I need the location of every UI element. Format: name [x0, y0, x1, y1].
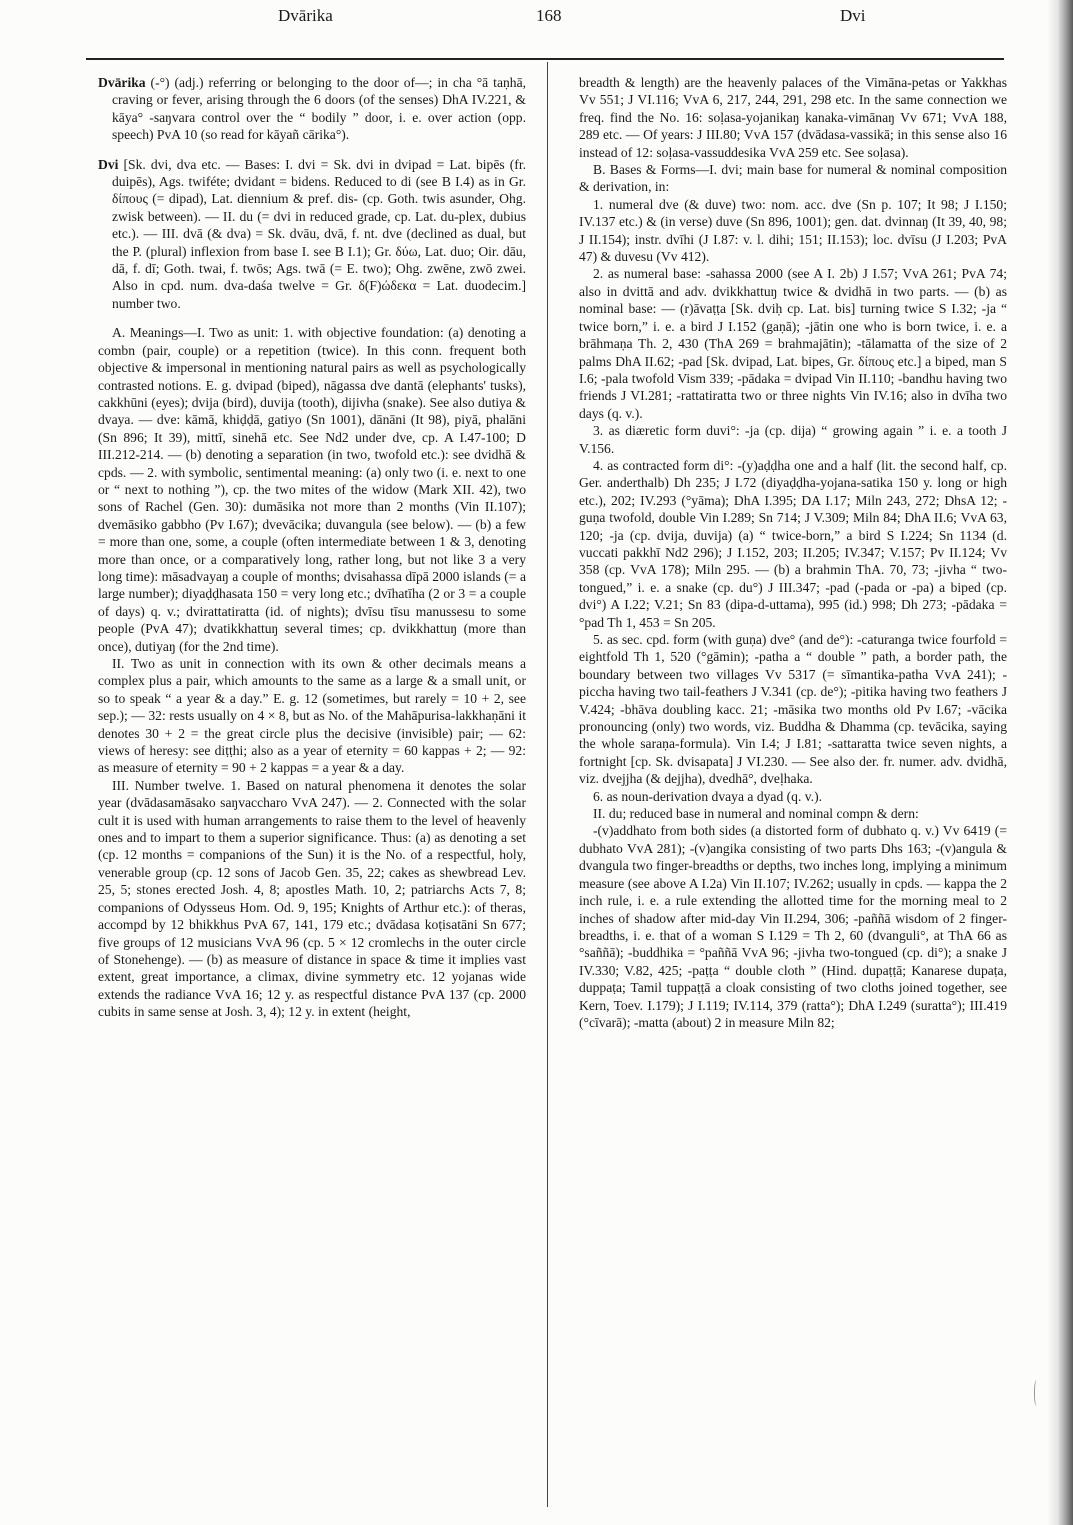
dictionary-entry-dvarika	[98, 74, 526, 144]
paragraph-continuation: breadth & length) are the heavenly palaces of the Vimāna-petas or Yakkhas Vv 551; J VI.116; VvA 6, 217, 244, 291, 298 etc. In the same connection we freq. find the No. 16: soḷasa-yojanikaŋ kanaka-vimānaŋ Vv 671; VvA 188, 289 etc. — Of years: J III.80; VvA 157 (dvādasa-vassikā; in this sense also 16 instead of 12: soḷasa-vassuddesika VvA 259 etc. See soḷasa).	[579, 75, 1007, 160]
entry-text: [Sk. dvi, dva etc. — Bases: I. dvi = Sk. dvi in dvipad = Lat. bipēs (fr. duipēs), Ags. twiféte; dvidant = bidens. Reduced to di (see B I.4) as in Gr. δίπους (= dipad), Lat. diennium & pref. dis- (cp. Goth. twis asunder, Ohg. zwisk between). — II. du (= dvi in reduced grade, cp. Lat. du-plex, dubius etc.). — III. dvā (& dva) = Sk. dvāu, dvā, f. nt. dve (declined as dual, but the P. (plural) inflexion from base I. see B I.1); Gr. δύω, Lat. duo; Oir. dāu, dā, f. dī; Goth. twai, f. twōs; Ags. twā (= E. two); Ohg. zwēne, zwō zwei. Also in cpd. num. dva-daśa twelve = Gr. δ(F)ώδεκα = Lat. duodecim.] number two.	[112, 156, 526, 311]
headword: Dvi	[98, 156, 119, 172]
paragraph-sec-cpd-form: 5. as sec. cpd. form (with guṇa) dve° (and de°): -caturanga twice fourfold = eightfold Th 1, 520 (°gāmin); -patha a “ double ” path, a border path, the boundary between two villages Vv 5317 (= sīmantika-patha VvA 241); -piccha having two tail-feathers J V.341 (cp. de°); -pitika having two feathers J V.424; -bhāva doubling kacc. 21; -māsika two months old Pv I.67; -vācika pronouncing (only) two words, viz. Buddha & Dhamma (cp. tevācika, saying the whole saraṇa-formula). Vin I.4; J I.81; -sattaratta twice seven nights, a fortnight [cp. Sk. dvisapata] J VI.230. — See also der. fr. numer. adv. dvidhā, viz. dvejjha (& dejjha), dvedhā°, dveḷhaka.	[579, 632, 1007, 787]
paragraph-du-compounds: -(v)addhato from both sides (a distorted form of dubhato q. v.) Vv 6419 (= dubhato VvA 281); -(v)angika consisting of two parts Dhs 163; -(v)angula & dvangula two finger-breadths or depths, two inches long, implying a minimum measure (see above A I.2a) Vin II.107; IV.262; usually in cpds. — kappa the 2 inch rule, i. e. a rule extending the allotted time for the morning meal to 2 inches of shadow after mid-day Vin II.294, 306; -paññā wisdom of 2 finger-breadths, i. e. that of a woman S I.129 = Th 2, 60 (dvanguli°, at ThA 66 as °saññā); -buddhika = °paññā VvA 96; -jivha two-tongued (cp. di°); a snake J IV.330; V.82, 425; -paṭṭa “ double cloth ” (Hind. dupaṭṭā; Kanarese dupaṭa, duppaṭa; Tamil tuppaṭṭā a cloak consisting of two cloths joined together, see Kern, Toev. I.179); J I.119; IV.114, 379 (ratta°); DhA I.249 (suratta°); III.419 (°cīvarā); -matta (about) 2 in measure Miln 82;	[579, 823, 1007, 1030]
left-guide-word: Dvārika	[278, 6, 333, 25]
paragraph-diaeretic-form: 3. as diæretic form duvi°: -ja (cp. dija) “ growing again ” i. e. a tooth J V.156.	[579, 423, 1007, 456]
right-guide-word: Dvi	[840, 6, 866, 25]
right-column	[579, 74, 1007, 1031]
paragraph-reduced-base-du: II. du; reduced base in numeral and nominal compn & dern:	[593, 806, 919, 822]
paragraph-bases-forms: B. Bases & Forms—I. dvi; main base for numeral & nominal composition & derivation, in:	[579, 162, 1007, 195]
column-divider	[547, 62, 548, 1507]
entry-text: (-°) (adj.) referring or belonging to the door of—; in cha °ā taṇhā, craving or fever, arising through the 6 doors (of the senses) DhA IV.221, & kāya° -saŋvara control over the “ bodily ” door, i. e. over action (opp. speech) PvA 10 (so read for kāyañ cārika°).	[112, 75, 526, 143]
book-binding-shadow	[1047, 0, 1073, 1525]
paragraph-two-as-unit-decimals: II. Two as unit in connection with its own & other decimals means a complex plus a pair, which amounts to the same as a large & a small unit, or so to speak “ a year & a day.” E. g. 12 (sometimes, but rarely = 10 + 2, see sep.); — 32: rests usually on 4 × 8, but as No. of the Mahāpurisa-lakkhaṇāni it denotes 30 + 2 = the great circle plus the decisive (invisible) pair; — 62: views of heresy: see diṭṭhi; also as a year of eternity = 60 kappas + 2; — 92: as measure of eternity = 90 + 2 kappas = a year & a day.	[98, 656, 526, 776]
page-number: 168	[536, 6, 562, 25]
headword: Dvārika	[98, 75, 146, 90]
left-column	[98, 74, 526, 1021]
dictionary-entry-dvi	[98, 156, 526, 313]
paragraph-noun-derivation: 6. as noun-derivation dvaya a dyad (q. v.).	[593, 788, 823, 804]
header-rule	[86, 58, 1004, 60]
paragraph-numeral-base: 2. as numeral base: -sahassa 2000 (see A I. 2b) J I.57; VvA 261; PvA 74; also in dvittā and adv. dvikkhattuŋ twice & dvidhā in two parts. — (b) as nominal base: — (r)āvaṭṭa [Sk. dviḥ cp. Lat. bis] turning twice S I.32; -ja “ twice born,” i. e. a bird J I.152 (gaṇā); -jātin one who is born twice, i. e. a brāhmaṇa Th. 2, 430 (ThA 269 = brahmajātin); -tālamatta of the size of 2 palms DhA II.62; -pad [Sk. dvipad, Lat. bipes, Gr. δίπους etc.] a biped, man S I.6; -pala twofold Vism 339; -pādaka = dvipad Vin II.110; -bandhu having two friends J VI.281; -rattatiratta two or three nights Vin IV.16; also in dvīha two days (q. v.).	[579, 266, 1007, 421]
paragraph-numeral-dve: 1. numeral dve (& duve) two: nom. acc. dve (Sn p. 107; It 98; J I.150; IV.137 etc.) & (in verse) duve (Sn 896, 1001); gen. dat. dvinnaŋ (It 39, 40, 98; J II.154); instr. dvīhi (J I.87: v. l. dihi; 151; II.153); loc. dvīsu (J I.203; PvA 47) & duvesu (Vv 412).	[579, 196, 1007, 265]
paragraph-meanings: A. Meanings—I. Two as unit: 1. with objective foundation: (a) denoting a combn (pair, couple) or a repetition (twice). In this conn. frequent both objective & impersonal in mentioning natural pairs as well as psychologically contrasted notions. E. g. dvipad (biped), nāgassa dve dantā (elephants' tusks), cakkhūni (eyes); dvija (bird), duvija (tooth), dijivha (snake). See also dutiya & dvaya. — dve: kāmā, khiḍḍā, gatiyo (Sn 1001), dānāni (It 98), piyā, phalāni (Sn 896; It 39), mittī, sinehā etc. See Nd2 under dve, cp. A I.47-100; D III.212-214. — (b) denoting a separation (in two, twofold etc.): see dvidhā & cpds. — 2. with symbolic, sentimental meaning: (a) only two (i. e. next to one or “ next to nothing ”), cp. the two mites of the widow (Mark XII. 42), two sons of Rachel (Gen. 30): dumāsika not more than 2 months (Vin II.107); dvemāsiko gabbho (Pv I.67); dvevācika; duvangula (see below). — (b) a few = more than one, some, a couple (often intermediate between 1 & 3, denoting more than once, or a comparatively long, rather long, but not like 3 a very long time): māsadvayaŋ a couple of months; dvisahassa dīpā 2000 islands (= a large number); diyaḍḍhasata 150 = very long etc.; dvīhatīha (2 or 3 = a couple of days) q. v.; dvirattatiratta (id. of nights); dvīsu tīsu manussesu to some people (PvA 47); dvatikkhattuŋ several times; cp. dvikkhattuŋ (more than once), dutiyaŋ (for the 2nd time).	[98, 325, 526, 654]
page-header	[0, 0, 1040, 58]
page-edge-curl	[1034, 1380, 1041, 1406]
paragraph-contracted-form: 4. as contracted form di°: -(y)aḍḍha one and a half (lit. the second half, cp. Ger. anderthalb) Dh 235; J I.72 (diyaḍḍha-yojana-satika 150 y. long or high etc.), 202; IV.293 (°yāma); DhA I.395; DA I.17; Miln 243, 272; DhsA 12; -guṇa twofold, double Vin I.289; Sn 714; J V.309; Miln 84; DhA II.6; VvA 63, 120; -ja (cp. dvija, duvija) (a) “ twice-born,” a bird S I.224; Sn 1134 (d. vuccati pakkhī Nd2 296); J I.152, 203; II.205; IV.347; V.157; Pv II.124; Vv 358 (cp. VvA 178); Miln 295. — (b) a brahmin ThA. 70, 73; -jivha “ two-tongued,” i. e. a snake (cp. du°) J III.347; -pad (-pada or -pa) a biped (cp. dvi°) A I.22; V.21; Sn 83 (dipa-d-uttama), 995 (id.) 998; Dh 273; -pādaka = °pad Th 1, 453 = Sn 205.	[579, 457, 1007, 630]
paragraph-number-twelve: III. Number twelve. 1. Based on natural phenomena it denotes the solar year (dvādasamāsako saŋvaccharo VvA 247). — 2. Connected with the solar cult it is used with human arrangements to raise them to the level of heavenly ones and to impart to them a superior significance. Thus: (a) as denoting a set (cp. 12 months = companions of the Sun) it is the No. of a respectful, holy, venerable group (cp. 12 sons of Jacob Gen. 35, 22; cakes as shewbread Lev. 25, 5; stones erected Josh. 4, 8; apostles Math. 10, 2; patriarchs Acts 7, 8; companions of Odysseus Hom. Od. 9, 195; Knights of Arthur etc.): of theras, accompd by 12 bhikkhus PvA 67, 141, 179 etc.; dvādasa koṭisatāni Sn 677; five groups of 12 musicians VvA 96 (cp. 5 × 12 cromlechs in the outer circle of Stonehenge). — (b) as measure of distance in space & time it implies vast extent, great importance, a climax, divine symmetry etc. 12 yojanas wide extends the radiance VvA 16; 12 y. as respectful distance PvA 137 (cp. 2000 cubits in same sense at Josh. 3, 4); 12 y. in extent (height,	[98, 777, 526, 1020]
